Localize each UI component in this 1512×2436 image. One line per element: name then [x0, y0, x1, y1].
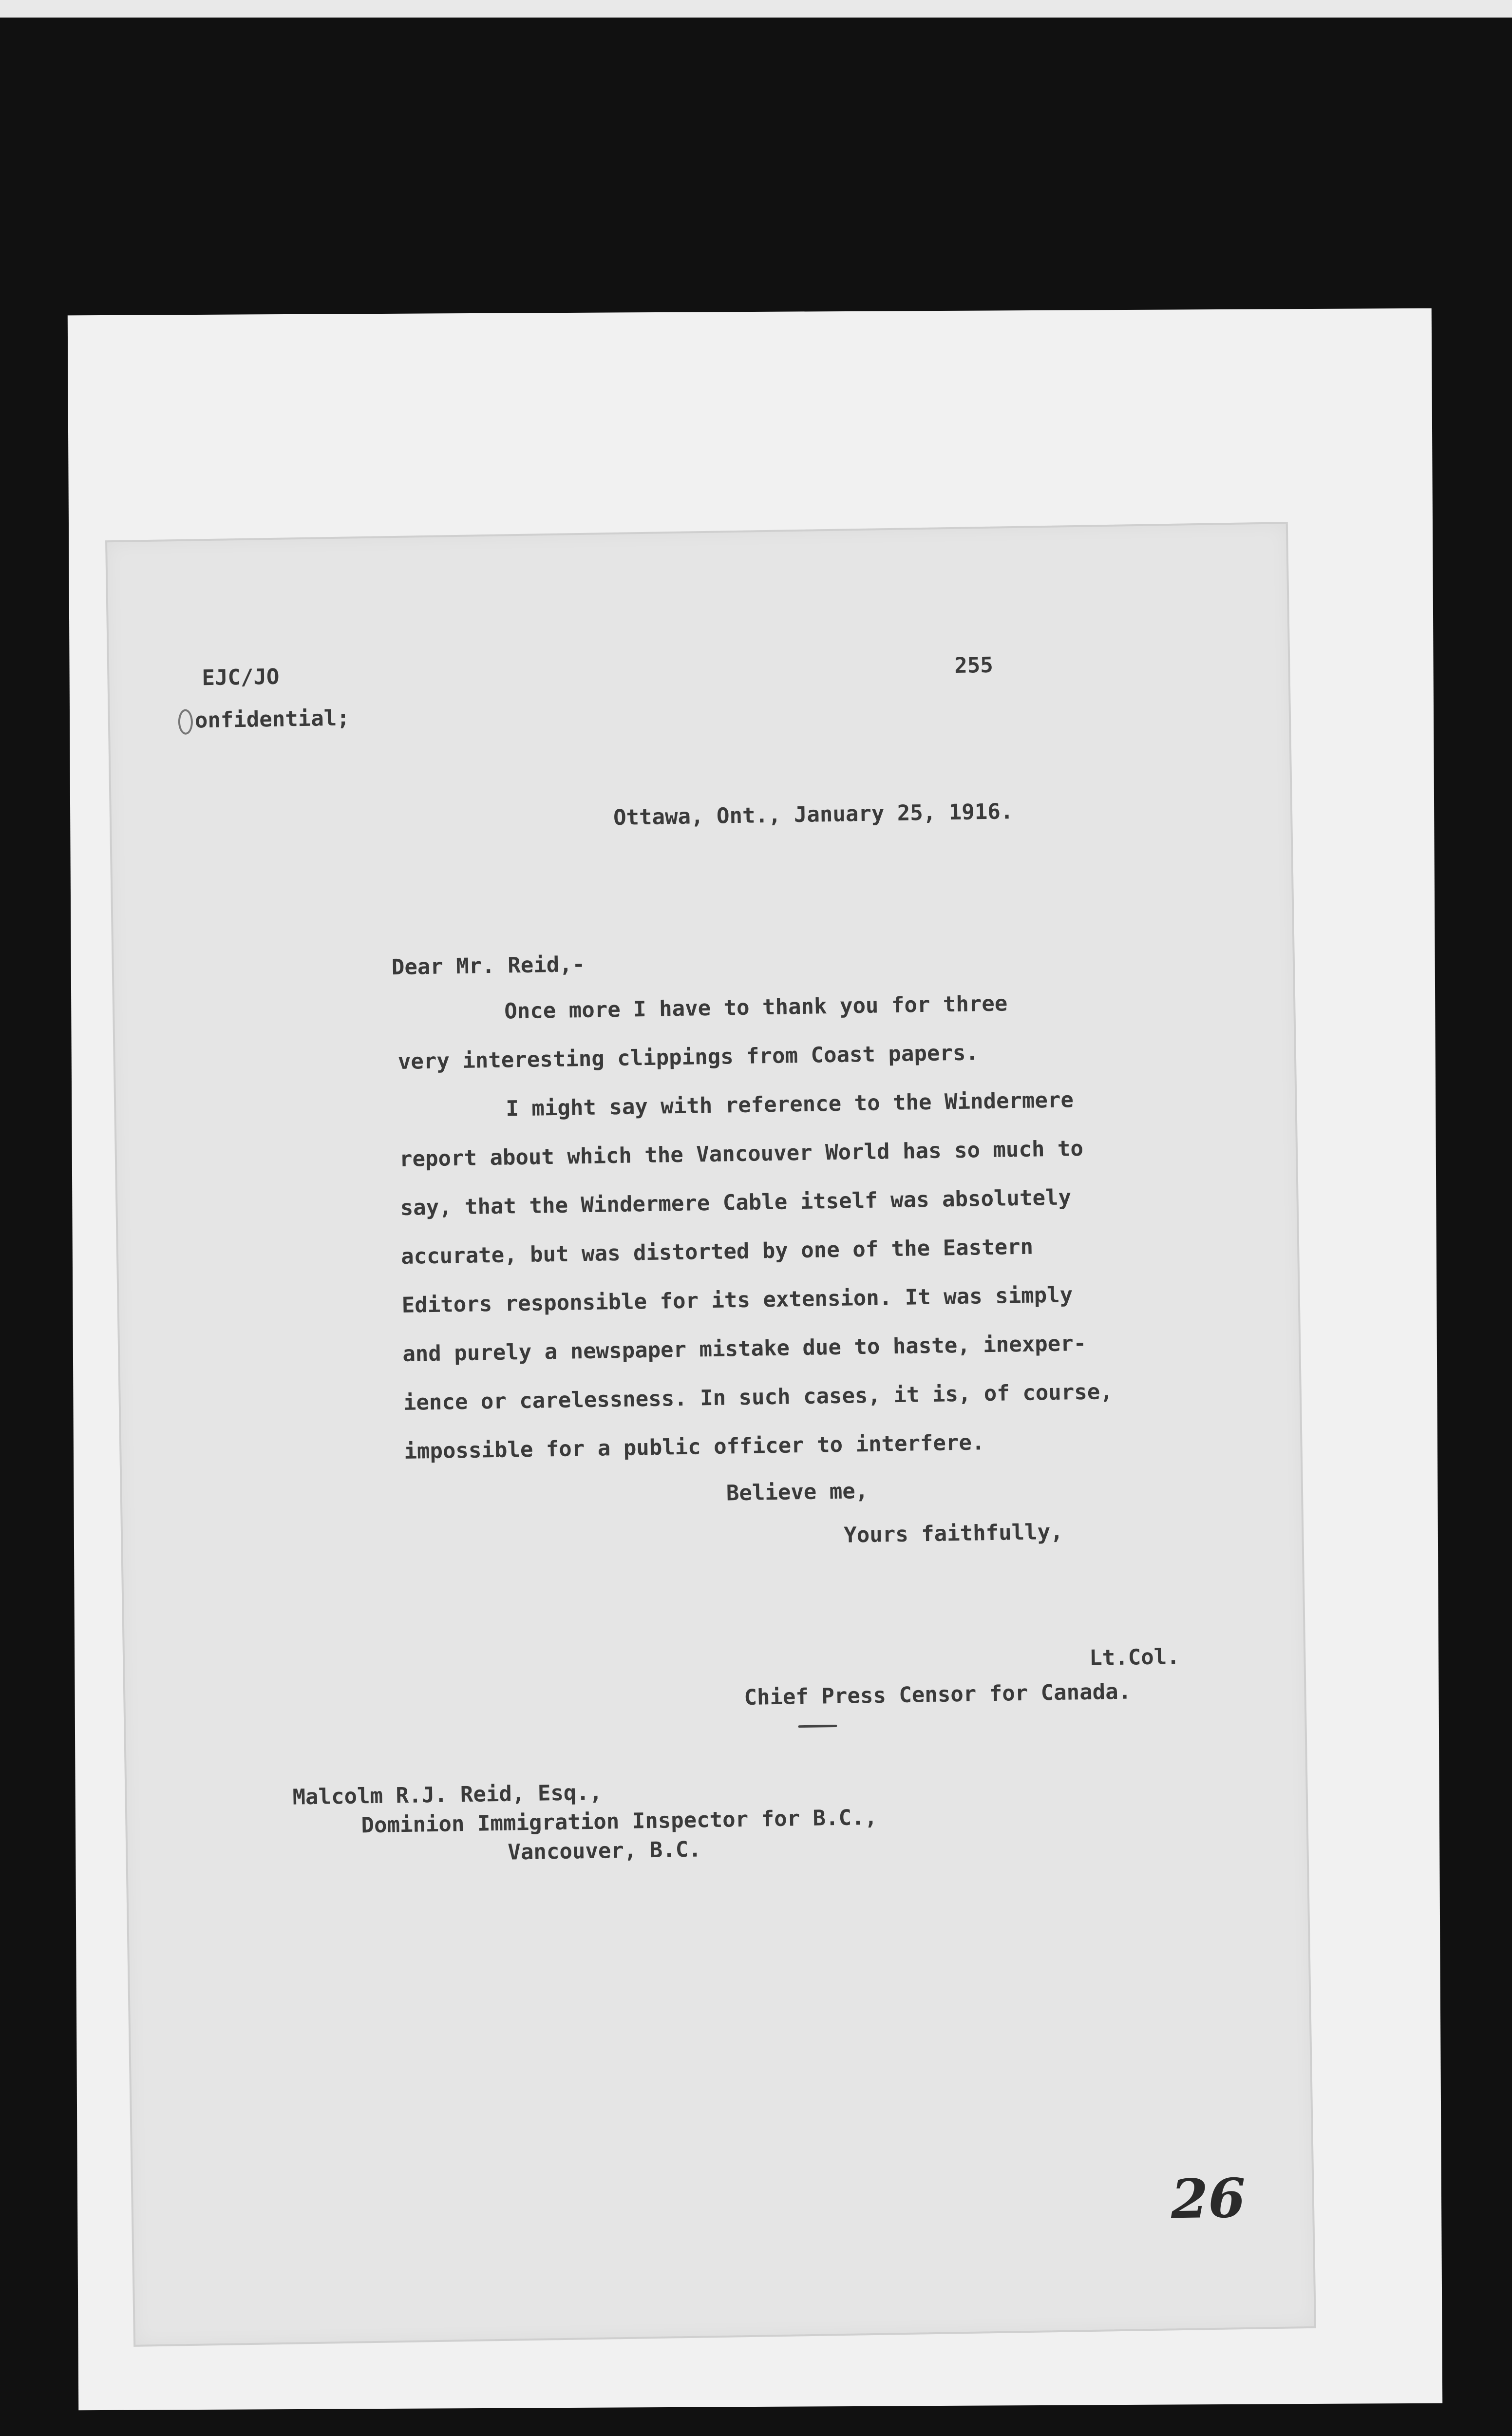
signature-dash-mark — [798, 1725, 837, 1728]
classification-label — [178, 706, 350, 735]
body-line: ience or carelessness. In such cases, it is, of course, — [403, 1379, 1114, 1415]
addressee-name: Malcolm R.J. Reid, Esq., — [292, 1780, 603, 1810]
reference-initials: EJC/JO — [202, 664, 280, 691]
punch-hole-mark — [178, 709, 193, 735]
body-line: accurate, but was distorted by one of the Eastern — [400, 1234, 1034, 1269]
signatory-rank: Lt.Col. — [1089, 1644, 1180, 1671]
addressee-city: Vancouver, B.C. — [508, 1837, 702, 1865]
closing-yours-faithfully: Yours faithfully, — [843, 1519, 1063, 1548]
signatory-title: Chief Press Censor for Canada. — [744, 1679, 1132, 1710]
scan-top-edge — [0, 0, 1512, 18]
closing-believe-me: Believe me, — [726, 1478, 869, 1506]
letter-sheet — [105, 522, 1316, 2347]
place-and-date: Ottawa, Ont., January 25, 1916. — [613, 799, 1014, 830]
body-line: very interesting clippings from Coast papers. — [397, 1040, 979, 1074]
file-number: 255 — [954, 652, 994, 678]
body-line: report about which the Vancouver World has so much to — [399, 1136, 1084, 1172]
salutation: Dear Mr. Reid,- — [391, 952, 586, 980]
addressee-position: Dominion Immigration Inspector for B.C., — [361, 1805, 878, 1838]
body-line: say, that the Windermere Cable itself was absolutely — [400, 1185, 1072, 1220]
classification-text: onfidential; — [194, 705, 350, 733]
body-line: Editors responsible for its extension. It was simply — [401, 1282, 1073, 1318]
letter-content — [107, 524, 1314, 2345]
body-line: Once more I have to thank you for three — [504, 991, 1008, 1024]
body-line: and purely a newspaper mistake due to haste, inexper- — [402, 1331, 1087, 1367]
handwritten-folio-number: 26 — [1170, 2166, 1246, 2231]
body-line: impossible for a public officer to interfere. — [404, 1430, 985, 1464]
body-line: I might say with reference to the Windermere — [506, 1087, 1074, 1122]
